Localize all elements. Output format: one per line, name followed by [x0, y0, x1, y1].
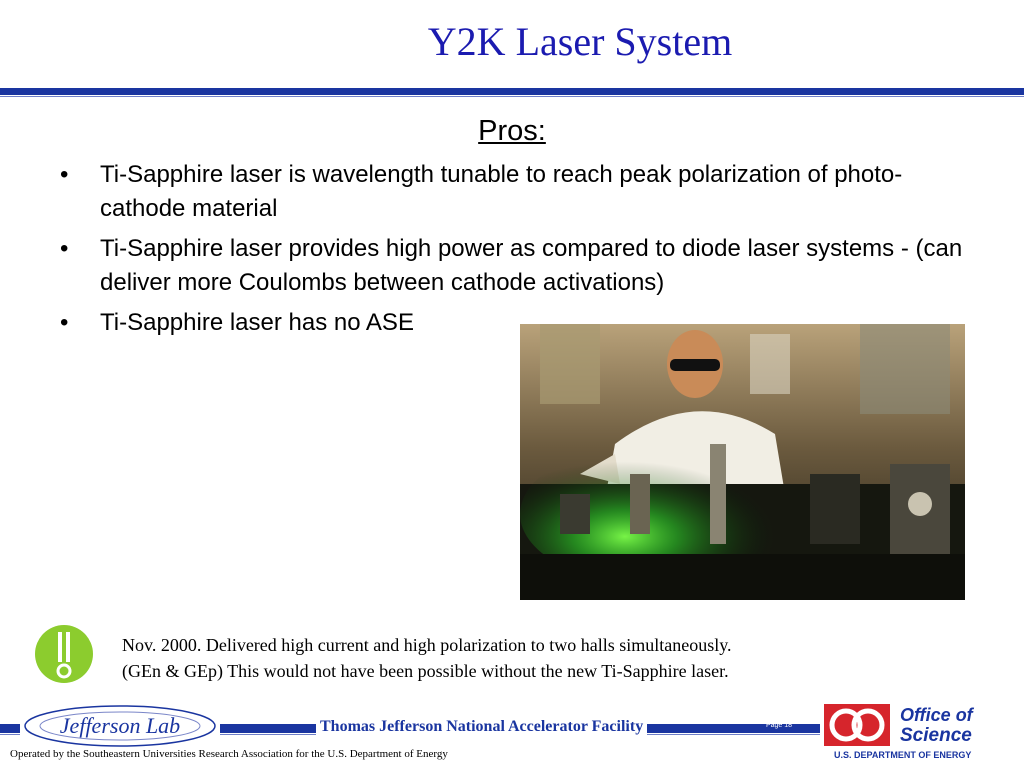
pros-heading: Pros: [478, 115, 546, 147]
title-rule-thin [0, 96, 1024, 97]
operated-by-text: Operated by the Southeastern Universities Research Association for the U.S. Department of Energy [10, 748, 448, 760]
title-rule [0, 88, 1024, 95]
slide-title: Y2K Laser System [427, 19, 733, 64]
facility-label-box [316, 714, 647, 740]
jlab-logo-text: Jefferson Lab [59, 713, 181, 738]
bullet-icon: • [60, 235, 69, 262]
pros-item [60, 232, 980, 300]
jefferson-lab-logo [20, 700, 220, 752]
laser-lab-photo [520, 324, 965, 600]
pros-item-text: Ti-Sapphire laser is wavelength tunable to reach peak polarization of photo-cathode material [100, 161, 903, 222]
note-line: Nov. 2000. Delivered high current and high polarization to two halls simultaneously. [122, 635, 732, 655]
page-indicator [752, 724, 806, 733]
pros-item [60, 158, 980, 226]
office-of-science-logo [820, 700, 1024, 762]
pros-list [60, 158, 980, 346]
bullet-icon: • [60, 309, 69, 336]
pros-item-text: Ti-Sapphire laser provides high power as compared to diode laser systems - (can deliver more Coulombs between cathode activations) [100, 235, 963, 296]
page-number: Page 18 [765, 722, 793, 729]
exclamation-icon [34, 624, 94, 684]
doe-line2: Science [900, 725, 972, 746]
facility-name: Thomas Jefferson National Accelerator Facility [320, 718, 644, 735]
doe-line1: Office of [900, 705, 973, 725]
note-line: (GEn & GEp) This would not have been possible without the new Ti-Sapphire laser. [122, 661, 729, 681]
bullet-icon: • [60, 161, 69, 188]
delivery-note [122, 632, 732, 684]
pros-item-text: Ti-Sapphire laser has no ASE [100, 309, 414, 336]
doe-line3: U.S. DEPARTMENT OF ENERGY [834, 750, 972, 760]
